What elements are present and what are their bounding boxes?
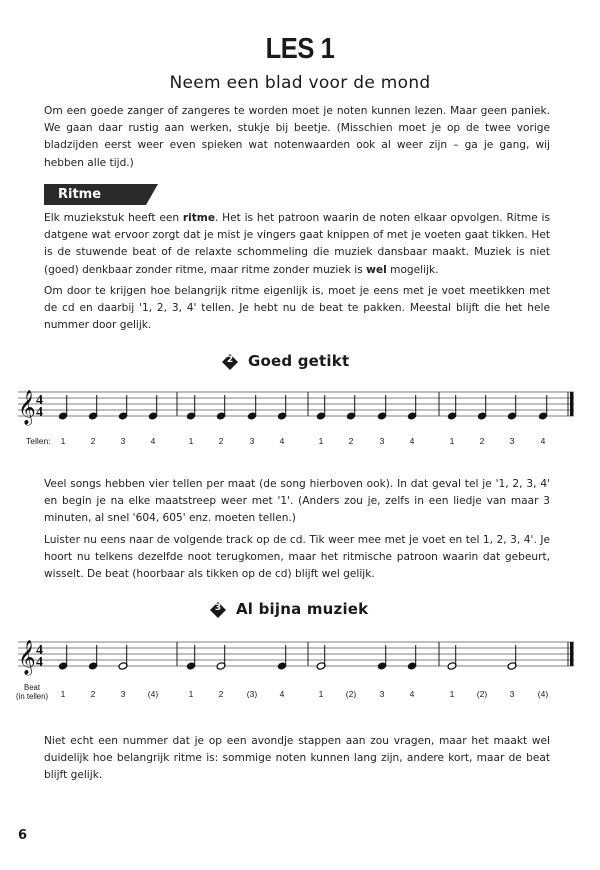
time-signature-top: 4 xyxy=(36,643,43,658)
quarter-note xyxy=(58,412,68,420)
ritme-paragraph-1: Elk muziekstuk heeft een ritme. Het is het patroon waarin de noten elkaar opvolgen. Ritme is datgene wat ervoor zorgt dat je mist je vingers gaat knippen of met je voeten gaat tikken. Het is de stuwende beat of de relaxte schommeling die muziek dansbaar maakt. Muziek is niet (goed) denkbaar zonder ritme, maar ritme zonder muziek is wel mogelijk. xyxy=(44,212,550,276)
beat-count: 1 xyxy=(60,436,66,446)
beat-count: 2 xyxy=(348,436,354,446)
page-number: 6 xyxy=(18,828,28,843)
beat-count: 1 xyxy=(188,436,194,446)
beat-count: 2 xyxy=(218,436,224,446)
beat-count: 4 xyxy=(409,436,415,446)
section-banner-ritme xyxy=(44,184,158,205)
half-note xyxy=(447,662,457,670)
quarter-note xyxy=(88,662,98,670)
exercise-3-heading xyxy=(210,600,430,622)
lesson-title: LES 1 xyxy=(265,33,335,65)
beat-count: 2 xyxy=(90,436,96,446)
beat-count: 4 xyxy=(279,436,285,446)
ritme-paragraph-2: Om door te krijgen hoe belangrijk ritme eigenlijk is, moet je eens met je voet meetikken met de cd en daarbij '1, 2, 3, 4' tellen. Je hebt nu de beat te pakken. Meestal blijft die het hele nummer door gelijk. xyxy=(44,285,550,332)
quarter-note xyxy=(316,412,326,420)
half-note xyxy=(118,662,128,670)
final-barline xyxy=(570,392,574,416)
beat-count: 2 xyxy=(479,436,485,446)
listening-paragraph: Luister nu eens naar de volgende track op de cd. Tik weer mee met je voet en tel 1, 2, 3, 4'. Je hoort nu telkens dezelfde noot terugkomen, maar het ritmische patroon waarin dat gebeurt, wisselt. De beat (hoorbaar als tikken op de cd) blijft wel gelijk. xyxy=(44,534,550,581)
quarter-note xyxy=(247,412,257,420)
quarter-note xyxy=(277,412,287,420)
intro-paragraph: Om een goede zanger of zangeres te worden moet je noten kunnen lezen. Maar geen paniek. We gaan daar rustig aan werken, stukje bij beetje. (Misschien moet je op de twee vorige bladzijden eerst weer even spieken wat notenwaarden ook al weer zijn – ga je gang, wij hebben alle tijd.) xyxy=(44,105,550,169)
beat-count: 2 xyxy=(218,689,224,699)
half-note xyxy=(316,662,326,670)
quarter-note xyxy=(447,412,457,420)
quarter-note xyxy=(407,662,417,670)
quarter-note xyxy=(118,412,128,420)
half-note xyxy=(507,662,517,670)
quarter-note xyxy=(477,412,487,420)
beat-count: 1 xyxy=(60,689,66,699)
section-label: Ritme xyxy=(58,187,102,202)
exercise-2-heading xyxy=(222,352,422,374)
quarter-note xyxy=(277,662,287,670)
beat-count: 3 xyxy=(379,436,385,446)
beat-count: 3 xyxy=(249,436,255,446)
treble-clef-icon: 𝄞 xyxy=(18,640,36,675)
quarter-note xyxy=(346,412,356,420)
exercise-number: 2 xyxy=(226,355,234,365)
beat-count: (4) xyxy=(537,689,549,699)
beat-count: (2) xyxy=(345,689,357,699)
exercise-number: 3 xyxy=(214,603,222,613)
beat-count: 4 xyxy=(150,436,156,446)
exercise-title: Goed getikt xyxy=(248,352,350,370)
beat-count: 1 xyxy=(318,436,324,446)
quarter-note xyxy=(186,412,196,420)
time-signature-bottom: 4 xyxy=(36,655,43,670)
beat-count: 4 xyxy=(409,689,415,699)
beat-count: 1 xyxy=(188,689,194,699)
quarter-note xyxy=(538,412,548,420)
beat-label: Beat (in tellen) xyxy=(16,683,49,701)
quarter-note xyxy=(407,412,417,420)
time-signature-top: 4 xyxy=(36,393,43,408)
closing-paragraph: Niet echt een nummer dat je op een avondje stappen aan zou vragen, maar het maakt wel duidelijk hoe belangrijk ritme is: sommige noten kunnen lang zijn, andere kort, maar de beat blijft gelijk. xyxy=(44,735,550,782)
count-label: Tellen: xyxy=(26,436,51,446)
half-note xyxy=(216,662,226,670)
quarter-note xyxy=(377,412,387,420)
quarter-note xyxy=(377,662,387,670)
exercise-title: Al bijna muziek xyxy=(236,600,369,618)
beat-count: 3 xyxy=(509,689,515,699)
final-barline xyxy=(570,642,574,666)
quarter-note xyxy=(186,662,196,670)
beat-count: 3 xyxy=(120,436,126,446)
beat-count: 1 xyxy=(449,689,455,699)
beat-count: 3 xyxy=(379,689,385,699)
beat-count: (3) xyxy=(246,689,258,699)
counting-paragraph: Veel songs hebben vier tellen per maat (de song hierboven ook). In dat geval tel je '1, 2, 3, 4' en begin je na elke maatstreep weer met '1'. (Anders zou je, zelfs in een liedje van maar 3 minuten, al snel '604, 605' enz. moeten tellen.) xyxy=(44,478,550,525)
beat-count: 1 xyxy=(318,689,324,699)
beat-count: 3 xyxy=(120,689,126,699)
beat-count: 2 xyxy=(90,689,96,699)
beat-count: (4) xyxy=(147,689,159,699)
quarter-note xyxy=(507,412,517,420)
quarter-note xyxy=(148,412,158,420)
beat-count: 3 xyxy=(509,436,515,446)
beat-count: 4 xyxy=(540,436,546,446)
beat-count: (2) xyxy=(476,689,488,699)
beat-count: 1 xyxy=(449,436,455,446)
beat-count: 4 xyxy=(279,689,285,699)
quarter-note xyxy=(216,412,226,420)
time-signature-bottom: 4 xyxy=(36,405,43,420)
quarter-note xyxy=(58,662,68,670)
lesson-subtitle: Neem een blad voor de mond xyxy=(169,73,431,93)
quarter-note xyxy=(88,412,98,420)
treble-clef-icon: 𝄞 xyxy=(18,390,36,425)
